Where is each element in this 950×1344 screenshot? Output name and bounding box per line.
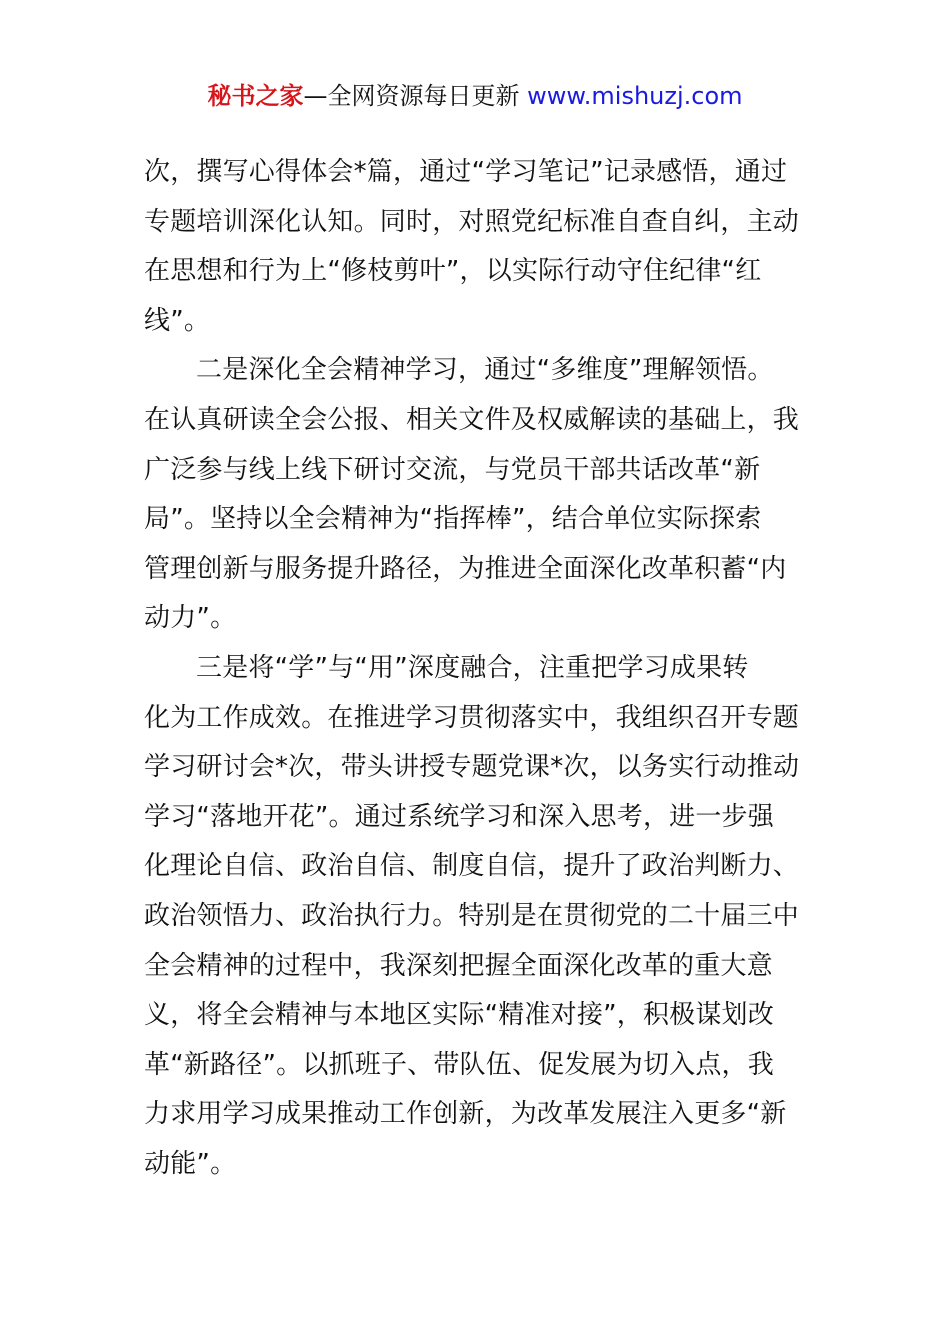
paragraph-3-line-6: 政治领悟力、政治执行力。特别是在贯彻党的二十届三中: [144, 900, 800, 931]
brand-name: 秘书之家: [207, 82, 304, 110]
paragraph-2-line-6: 动力”。: [144, 603, 237, 634]
paragraph-3-line-4: 学习“落地开花”。通过系统学习和深入思考，进一步强: [144, 801, 774, 832]
paragraph-3-line-5: 化理论自信、政治自信、制度自信，提升了政治判断力、: [144, 851, 800, 882]
paragraph-1-line-1: 次，撰写心得体会*篇，通过“学习笔记”记录感悟，通过: [144, 157, 788, 187]
header-separator: —: [303, 82, 328, 110]
paragraph-2-line-3: 广泛参与线上线下研讨交流，与党员干部共话改革“新: [144, 454, 761, 485]
paragraph-1-line-3: 在思想和行为上“修枝剪叶”，以实际行动守住纪律“红: [144, 256, 762, 287]
paragraph-1-line-4: 线”。: [144, 305, 211, 336]
paragraph-3-line-7: 全会精神的过程中，我深刻把握全面深化改革的重大意: [144, 950, 773, 981]
paragraph-3-line-3: 学习研讨会*次，带头讲授专题党课*次，以务实行动推动: [144, 752, 800, 783]
header-tagline: 全网资源每日更新: [327, 82, 520, 110]
site-header: [0, 78, 950, 114]
paragraph-3-line-10: 力求用学习成果推动工作创新，为改革发展注入更多“新: [144, 1099, 787, 1130]
site-url-link[interactable]: www.mishuzj.com: [527, 82, 743, 110]
paragraph-3-line-1: 三是将“学”与“用”深度融合，注重把学习成果转: [196, 652, 749, 683]
paragraph-1-line-2: 专题培训深化认知。同时，对照党纪标准自查自纠，主动: [144, 206, 800, 237]
paragraph-3-line-9: 革“新路径”。以抓班子、带队伍、促发展为切入点，我: [144, 1049, 774, 1080]
paragraph-2-line-2: 在认真研读全会公报、相关文件及权威解读的基础上，我: [144, 404, 800, 435]
document-body: [144, 148, 808, 1189]
paragraph-3-line-11: 动能”。: [144, 1148, 237, 1179]
paragraph-2-line-1: 二是深化全会精神学习，通过“多维度”理解领悟。: [196, 355, 774, 386]
paragraph-3-line-2: 化为工作成效。在推进学习贯彻落实中，我组织召开专题: [144, 702, 800, 733]
paragraph-2-line-4: 局”。坚持以全会精神为“指挥棒”，结合单位实际探索: [144, 504, 762, 535]
paragraph-3-line-8: 义，将全会精神与本地区实际“精准对接”，积极谋划改: [144, 1000, 774, 1031]
paragraph-2-line-5: 管理创新与服务提升路径，为推进全面深化改革积蓄“内: [144, 553, 787, 584]
